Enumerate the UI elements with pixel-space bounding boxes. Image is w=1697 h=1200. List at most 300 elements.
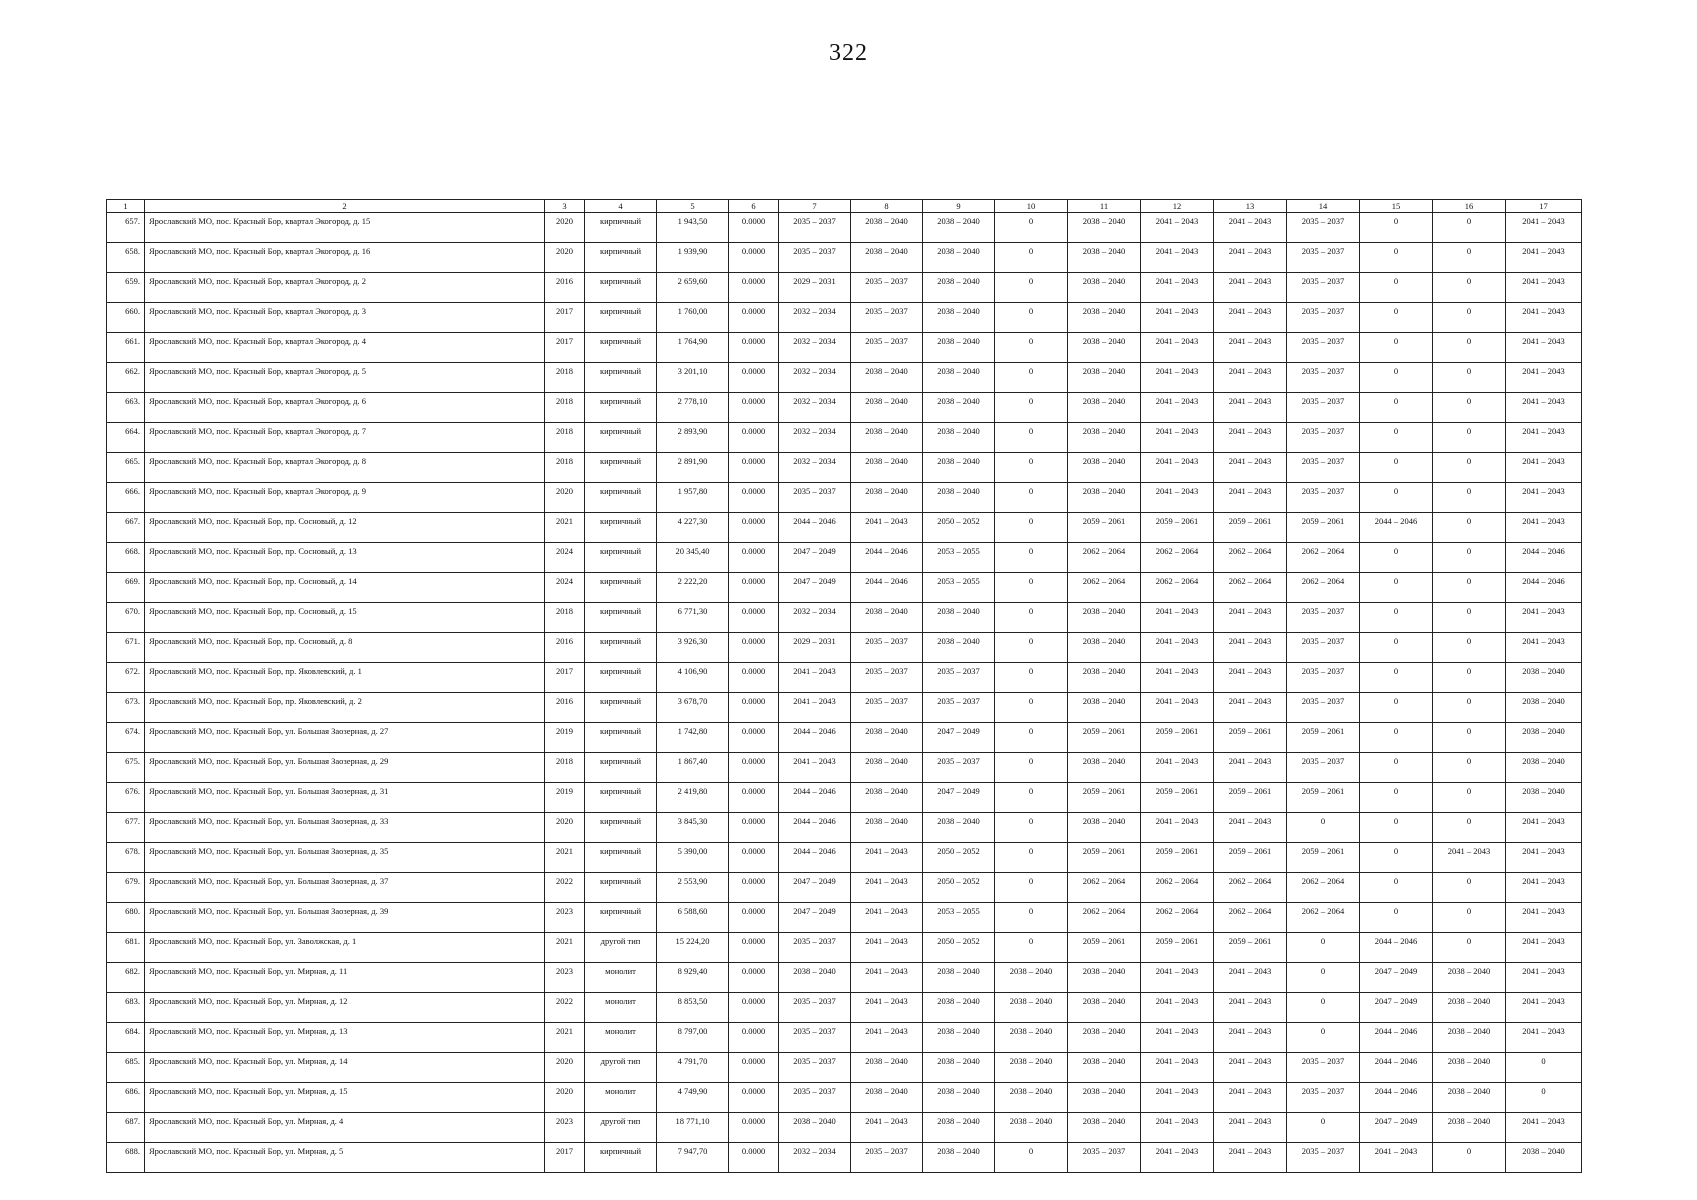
- address-cell: Ярославский МО, пос. Красный Бор, квартал Экогород, д. 7: [145, 423, 545, 453]
- table-row: [107, 573, 1582, 603]
- table-cell: 0: [1433, 453, 1506, 483]
- table-cell: 0: [1433, 873, 1506, 903]
- table-cell: 2041 – 2043: [851, 1113, 923, 1143]
- table-row: [107, 303, 1582, 333]
- table-cell: 2 222,20: [657, 573, 729, 603]
- table-cell: 0.0000: [729, 1023, 779, 1053]
- table-cell: 2059 – 2061: [1068, 723, 1141, 753]
- table-cell: 2035 – 2037: [1287, 1053, 1360, 1083]
- address-cell: Ярославский МО, пос. Красный Бор, ул. Большая Заозерная, д. 37: [145, 873, 545, 903]
- row-number-cell: 686.: [107, 1083, 145, 1113]
- table-cell: 2059 – 2061: [1068, 933, 1141, 963]
- table-cell: 0: [995, 363, 1068, 393]
- table-cell: 2059 – 2061: [1214, 723, 1287, 753]
- table-cell: 2041 – 2043: [851, 873, 923, 903]
- table-cell: 2050 – 2052: [923, 513, 995, 543]
- table-cell: 2062 – 2064: [1068, 903, 1141, 933]
- table-cell: 2038 – 2040: [779, 1113, 851, 1143]
- table-cell: 2041 – 2043: [1506, 303, 1582, 333]
- address-cell: Ярославский МО, пос. Красный Бор, ул. Мирная, д. 14: [145, 1053, 545, 1083]
- table-header: [107, 200, 1582, 213]
- column-header-4: 4: [585, 200, 657, 213]
- table-cell: 2044 – 2046: [1506, 573, 1582, 603]
- table-cell: кирпичный: [585, 393, 657, 423]
- table-cell: 2035 – 2037: [1287, 603, 1360, 633]
- table-cell: 2059 – 2061: [1141, 723, 1214, 753]
- table-cell: монолит: [585, 1083, 657, 1113]
- table-cell: 2044 – 2046: [1360, 1023, 1433, 1053]
- table-cell: 2038 – 2040: [1506, 753, 1582, 783]
- table-cell: 0: [1433, 693, 1506, 723]
- table-cell: 2035 – 2037: [1287, 213, 1360, 243]
- table-cell: 2047 – 2049: [1360, 993, 1433, 1023]
- table-cell: 2041 – 2043: [1214, 663, 1287, 693]
- table-cell: 2038 – 2040: [995, 1023, 1068, 1053]
- table-cell: 2038 – 2040: [923, 813, 995, 843]
- table-cell: 1 957,80: [657, 483, 729, 513]
- table-cell: 0: [1360, 483, 1433, 513]
- table-cell: кирпичный: [585, 693, 657, 723]
- table-cell: 0.0000: [729, 1083, 779, 1113]
- table-cell: 2038 – 2040: [1068, 663, 1141, 693]
- table-cell: 0: [995, 453, 1068, 483]
- table-cell: 2062 – 2064: [1214, 903, 1287, 933]
- table-cell: 2035 – 2037: [923, 753, 995, 783]
- table-cell: 0: [1433, 423, 1506, 453]
- table-cell: 2 891,90: [657, 453, 729, 483]
- table-cell: 0: [995, 813, 1068, 843]
- table-cell: 0.0000: [729, 423, 779, 453]
- table-cell: 2038 – 2040: [995, 1053, 1068, 1083]
- table-cell: 2038 – 2040: [1068, 1053, 1141, 1083]
- table-cell: 2017: [545, 303, 585, 333]
- table-cell: 2032 – 2034: [779, 363, 851, 393]
- table-cell: 2047 – 2049: [1360, 963, 1433, 993]
- table-cell: 2041 – 2043: [779, 693, 851, 723]
- table-cell: 8 929,40: [657, 963, 729, 993]
- address-cell: Ярославский МО, пос. Красный Бор, ул. Большая Заозерная, д. 29: [145, 753, 545, 783]
- table-cell: 2041 – 2043: [851, 993, 923, 1023]
- table-cell: 2041 – 2043: [1506, 993, 1582, 1023]
- table-cell: 2041 – 2043: [1214, 1083, 1287, 1113]
- table-cell: 2062 – 2064: [1068, 543, 1141, 573]
- table-cell: 18 771,10: [657, 1113, 729, 1143]
- table-cell: 2038 – 2040: [1068, 273, 1141, 303]
- table-cell: кирпичный: [585, 813, 657, 843]
- table-cell: 2035 – 2037: [851, 303, 923, 333]
- table-cell: 6 771,30: [657, 603, 729, 633]
- address-cell: Ярославский МО, пос. Красный Бор, ул. Большая Заозерная, д. 27: [145, 723, 545, 753]
- table-cell: 2041 – 2043: [1214, 273, 1287, 303]
- table-cell: 2035 – 2037: [1287, 1143, 1360, 1173]
- table-cell: 2041 – 2043: [1141, 693, 1214, 723]
- row-number-cell: 666.: [107, 483, 145, 513]
- table-cell: 4 227,30: [657, 513, 729, 543]
- table-cell: 1 760,00: [657, 303, 729, 333]
- table-cell: 2047 – 2049: [923, 723, 995, 753]
- table-cell: 2041 – 2043: [1141, 453, 1214, 483]
- address-cell: Ярославский МО, пос. Красный Бор, ул. Мирная, д. 12: [145, 993, 545, 1023]
- table-cell: 0: [1360, 903, 1433, 933]
- address-cell: Ярославский МО, пос. Красный Бор, пр. Сосновый, д. 15: [145, 603, 545, 633]
- table-cell: 2038 – 2040: [923, 393, 995, 423]
- table-cell: 1 867,40: [657, 753, 729, 783]
- table-cell: 2044 – 2046: [851, 543, 923, 573]
- table-cell: 2041 – 2043: [779, 753, 851, 783]
- table-cell: 2029 – 2031: [779, 633, 851, 663]
- table-cell: 0: [1433, 363, 1506, 393]
- table-cell: кирпичный: [585, 213, 657, 243]
- table-cell: монолит: [585, 963, 657, 993]
- table-cell: 2041 – 2043: [1141, 1113, 1214, 1143]
- column-header-9: 9: [923, 200, 995, 213]
- table-cell: кирпичный: [585, 873, 657, 903]
- table-cell: 0: [995, 783, 1068, 813]
- table-cell: 2021: [545, 843, 585, 873]
- row-number-cell: 681.: [107, 933, 145, 963]
- table-cell: 2038 – 2040: [1433, 993, 1506, 1023]
- table-cell: 1 764,90: [657, 333, 729, 363]
- table-cell: 0: [1360, 363, 1433, 393]
- table-cell: 0: [1506, 1053, 1582, 1083]
- table-cell: 2041 – 2043: [851, 513, 923, 543]
- row-number-cell: 669.: [107, 573, 145, 603]
- table-cell: 2038 – 2040: [923, 1023, 995, 1053]
- table-cell: 2021: [545, 1023, 585, 1053]
- table-cell: 2041 – 2043: [851, 963, 923, 993]
- address-cell: Ярославский МО, пос. Красный Бор, ул. Мирная, д. 4: [145, 1113, 545, 1143]
- table-cell: 2035 – 2037: [1287, 453, 1360, 483]
- row-number-cell: 684.: [107, 1023, 145, 1053]
- table-row: [107, 543, 1582, 573]
- table-cell: 2038 – 2040: [1068, 993, 1141, 1023]
- table-cell: 2038 – 2040: [1068, 1023, 1141, 1053]
- table-row: [107, 693, 1582, 723]
- table-row: [107, 333, 1582, 363]
- address-cell: Ярославский МО, пос. Красный Бор, ул. Большая Заозерная, д. 31: [145, 783, 545, 813]
- table-cell: 0: [1360, 543, 1433, 573]
- table-cell: 0: [1360, 813, 1433, 843]
- table-cell: 0: [1360, 723, 1433, 753]
- table-cell: 3 926,30: [657, 633, 729, 663]
- table-cell: 2038 – 2040: [923, 993, 995, 1023]
- table-cell: монолит: [585, 993, 657, 1023]
- table-cell: 2038 – 2040: [923, 453, 995, 483]
- table-cell: 2038 – 2040: [1068, 693, 1141, 723]
- table-cell: 2044 – 2046: [1360, 1053, 1433, 1083]
- row-number-cell: 668.: [107, 543, 145, 573]
- table-cell: 0.0000: [729, 543, 779, 573]
- table-cell: 4 791,70: [657, 1053, 729, 1083]
- table-cell: 2041 – 2043: [1214, 963, 1287, 993]
- table-cell: 0: [1360, 693, 1433, 723]
- table-cell: 2041 – 2043: [1360, 1143, 1433, 1173]
- table-cell: 2041 – 2043: [1214, 993, 1287, 1023]
- address-cell: Ярославский МО, пос. Красный Бор, квартал Экогород, д. 4: [145, 333, 545, 363]
- table-cell: 2053 – 2055: [923, 903, 995, 933]
- table-cell: 2041 – 2043: [1506, 453, 1582, 483]
- table-cell: 2017: [545, 663, 585, 693]
- table-cell: 0: [1360, 423, 1433, 453]
- table-cell: 2041 – 2043: [851, 933, 923, 963]
- table-cell: 0.0000: [729, 843, 779, 873]
- table-cell: монолит: [585, 1023, 657, 1053]
- table-cell: 2050 – 2052: [923, 843, 995, 873]
- table-cell: 0: [995, 633, 1068, 663]
- table-cell: 2018: [545, 603, 585, 633]
- table-cell: 2035 – 2037: [779, 933, 851, 963]
- table-cell: 2062 – 2064: [1287, 543, 1360, 573]
- table-cell: 2018: [545, 393, 585, 423]
- table-cell: 2032 – 2034: [779, 333, 851, 363]
- table-cell: 2038 – 2040: [1068, 1113, 1141, 1143]
- table-cell: 2041 – 2043: [851, 903, 923, 933]
- table-cell: кирпичный: [585, 723, 657, 753]
- table-cell: 2019: [545, 783, 585, 813]
- table-cell: кирпичный: [585, 783, 657, 813]
- table-cell: 0: [1360, 843, 1433, 873]
- table-cell: 2035 – 2037: [1287, 333, 1360, 363]
- table-cell: 2035 – 2037: [851, 333, 923, 363]
- table-cell: 2041 – 2043: [1506, 513, 1582, 543]
- table-cell: 2044 – 2046: [851, 573, 923, 603]
- table-row: [107, 1143, 1582, 1173]
- table-cell: 2019: [545, 723, 585, 753]
- table-cell: 2041 – 2043: [1141, 1053, 1214, 1083]
- address-cell: Ярославский МО, пос. Красный Бор, пр. Сосновый, д. 14: [145, 573, 545, 603]
- table-cell: 2041 – 2043: [1214, 483, 1287, 513]
- table-row: [107, 483, 1582, 513]
- table-cell: 2029 – 2031: [779, 273, 851, 303]
- address-cell: Ярославский МО, пос. Красный Бор, ул. Мирная, д. 11: [145, 963, 545, 993]
- table-cell: 2038 – 2040: [923, 633, 995, 663]
- table-cell: 0: [1433, 933, 1506, 963]
- table-cell: 2041 – 2043: [1506, 393, 1582, 423]
- table-cell: 2038 – 2040: [851, 243, 923, 273]
- table-cell: 2038 – 2040: [1506, 723, 1582, 753]
- table-cell: 2035 – 2037: [923, 693, 995, 723]
- table-cell: 0: [1287, 933, 1360, 963]
- table-cell: 2020: [545, 213, 585, 243]
- table-cell: 2041 – 2043: [1141, 1143, 1214, 1173]
- row-number-cell: 664.: [107, 423, 145, 453]
- table-cell: кирпичный: [585, 273, 657, 303]
- table-cell: 2023: [545, 963, 585, 993]
- table-cell: 0: [1433, 543, 1506, 573]
- table-cell: 2038 – 2040: [779, 963, 851, 993]
- table-cell: 2041 – 2043: [1214, 1053, 1287, 1083]
- row-number-cell: 671.: [107, 633, 145, 663]
- table-cell: 2041 – 2043: [1214, 363, 1287, 393]
- row-number-cell: 688.: [107, 1143, 145, 1173]
- table-cell: 2059 – 2061: [1214, 843, 1287, 873]
- table-cell: 0: [995, 483, 1068, 513]
- table-cell: 0.0000: [729, 933, 779, 963]
- row-number-cell: 683.: [107, 993, 145, 1023]
- table-cell: 2038 – 2040: [1506, 1143, 1582, 1173]
- row-number-cell: 662.: [107, 363, 145, 393]
- table-row: [107, 843, 1582, 873]
- table-cell: 2062 – 2064: [1214, 573, 1287, 603]
- table-cell: 2044 – 2046: [779, 843, 851, 873]
- table-cell: 2035 – 2037: [851, 1143, 923, 1173]
- table-cell: 0.0000: [729, 603, 779, 633]
- table-cell: 2035 – 2037: [779, 1023, 851, 1053]
- table-cell: 2053 – 2055: [923, 573, 995, 603]
- row-number-cell: 657.: [107, 213, 145, 243]
- table-cell: 2038 – 2040: [851, 1083, 923, 1113]
- table-cell: 2035 – 2037: [851, 273, 923, 303]
- table-cell: 2035 – 2037: [923, 663, 995, 693]
- table-cell: 2062 – 2064: [1141, 903, 1214, 933]
- address-cell: Ярославский МО, пос. Красный Бор, пр. Яковлевский, д. 2: [145, 693, 545, 723]
- table-cell: 2038 – 2040: [851, 723, 923, 753]
- table-cell: 2041 – 2043: [1141, 333, 1214, 363]
- table-cell: 2020: [545, 243, 585, 273]
- address-cell: Ярославский МО, пос. Красный Бор, ул. Большая Заозерная, д. 33: [145, 813, 545, 843]
- row-number-cell: 663.: [107, 393, 145, 423]
- table-row: [107, 513, 1582, 543]
- table-cell: 2041 – 2043: [1141, 243, 1214, 273]
- column-header-7: 7: [779, 200, 851, 213]
- table-row: [107, 873, 1582, 903]
- table-cell: 2062 – 2064: [1068, 573, 1141, 603]
- table-cell: 2041 – 2043: [1506, 813, 1582, 843]
- table-cell: 4 749,90: [657, 1083, 729, 1113]
- table-cell: кирпичный: [585, 543, 657, 573]
- table-cell: 2062 – 2064: [1141, 543, 1214, 573]
- table-cell: 2020: [545, 1083, 585, 1113]
- table-cell: 2041 – 2043: [1141, 423, 1214, 453]
- table-cell: 2032 – 2034: [779, 1143, 851, 1173]
- table-cell: 2059 – 2061: [1214, 513, 1287, 543]
- table-cell: 0.0000: [729, 783, 779, 813]
- table-cell: 0: [995, 603, 1068, 633]
- address-cell: Ярославский МО, пос. Красный Бор, квартал Экогород, д. 2: [145, 273, 545, 303]
- table-cell: 2038 – 2040: [1068, 753, 1141, 783]
- table-cell: 0: [995, 273, 1068, 303]
- address-cell: Ярославский МО, пос. Красный Бор, пр. Яковлевский, д. 1: [145, 663, 545, 693]
- table-cell: 2038 – 2040: [923, 1053, 995, 1083]
- address-cell: Ярославский МО, пос. Красный Бор, квартал Экогород, д. 15: [145, 213, 545, 243]
- table-cell: 2035 – 2037: [1287, 243, 1360, 273]
- table-cell: 2017: [545, 1143, 585, 1173]
- table-cell: 2050 – 2052: [923, 873, 995, 903]
- table-cell: 0: [1433, 393, 1506, 423]
- table-cell: 2038 – 2040: [923, 303, 995, 333]
- table-row: [107, 363, 1582, 393]
- address-cell: Ярославский МО, пос. Красный Бор, квартал Экогород, д. 16: [145, 243, 545, 273]
- table-row: [107, 423, 1582, 453]
- table-cell: 2050 – 2052: [923, 933, 995, 963]
- table-row: [107, 273, 1582, 303]
- table-cell: 2041 – 2043: [1214, 393, 1287, 423]
- table-cell: кирпичный: [585, 513, 657, 543]
- table-row: [107, 753, 1582, 783]
- table-cell: 2035 – 2037: [1287, 423, 1360, 453]
- table-cell: 0: [1433, 273, 1506, 303]
- table-cell: 0.0000: [729, 363, 779, 393]
- table-cell: 0.0000: [729, 573, 779, 603]
- table-cell: 2035 – 2037: [1287, 483, 1360, 513]
- table-cell: 2024: [545, 573, 585, 603]
- row-number-cell: 676.: [107, 783, 145, 813]
- table-cell: другой тип: [585, 933, 657, 963]
- table-cell: 0: [1360, 333, 1433, 363]
- table-cell: 0: [1433, 1143, 1506, 1173]
- table-cell: 2041 – 2043: [1141, 303, 1214, 333]
- table-cell: 2062 – 2064: [1141, 873, 1214, 903]
- address-cell: Ярославский МО, пос. Красный Бор, ул. Мирная, д. 15: [145, 1083, 545, 1113]
- table-cell: 2038 – 2040: [923, 423, 995, 453]
- table-cell: 0: [1287, 963, 1360, 993]
- table-cell: 2059 – 2061: [1068, 513, 1141, 543]
- column-header-14: 14: [1287, 200, 1360, 213]
- table-cell: 2038 – 2040: [1068, 303, 1141, 333]
- table-cell: 2059 – 2061: [1214, 783, 1287, 813]
- table-cell: 2041 – 2043: [1214, 243, 1287, 273]
- table-cell: 2035 – 2037: [1287, 753, 1360, 783]
- table-cell: 2041 – 2043: [1141, 633, 1214, 663]
- table-cell: 7 947,70: [657, 1143, 729, 1173]
- table-cell: 2035 – 2037: [1287, 663, 1360, 693]
- table-cell: 2041 – 2043: [1214, 633, 1287, 663]
- row-number-cell: 673.: [107, 693, 145, 723]
- column-header-17: 17: [1506, 200, 1582, 213]
- column-header-3: 3: [545, 200, 585, 213]
- table-cell: 2041 – 2043: [1214, 423, 1287, 453]
- table-cell: 2044 – 2046: [1360, 1083, 1433, 1113]
- table-cell: 2035 – 2037: [1287, 633, 1360, 663]
- table-cell: 2053 – 2055: [923, 543, 995, 573]
- table-row: [107, 633, 1582, 663]
- table-cell: 2020: [545, 813, 585, 843]
- table-cell: 2035 – 2037: [779, 483, 851, 513]
- row-number-cell: 675.: [107, 753, 145, 783]
- table-cell: 2041 – 2043: [1506, 603, 1582, 633]
- table-cell: 8 797,00: [657, 1023, 729, 1053]
- row-number-cell: 667.: [107, 513, 145, 543]
- table-cell: 2035 – 2037: [851, 633, 923, 663]
- table-cell: 0: [1433, 633, 1506, 663]
- table-cell: 2041 – 2043: [1214, 813, 1287, 843]
- table-row: [107, 903, 1582, 933]
- table-cell: 2062 – 2064: [1287, 873, 1360, 903]
- table-cell: 0: [1433, 243, 1506, 273]
- table-cell: 2032 – 2034: [779, 303, 851, 333]
- address-cell: Ярославский МО, пос. Красный Бор, квартал Экогород, д. 6: [145, 393, 545, 423]
- address-cell: Ярославский МО, пос. Красный Бор, ул. Мирная, д. 13: [145, 1023, 545, 1053]
- address-cell: Ярославский МО, пос. Красный Бор, ул. Большая Заозерная, д. 39: [145, 903, 545, 933]
- table-cell: кирпичный: [585, 363, 657, 393]
- table-cell: 0: [995, 333, 1068, 363]
- table-cell: 2062 – 2064: [1214, 543, 1287, 573]
- table-cell: 2041 – 2043: [1214, 753, 1287, 783]
- table-cell: 2035 – 2037: [779, 993, 851, 1023]
- table-cell: 2038 – 2040: [1068, 633, 1141, 663]
- table-cell: 2035 – 2037: [779, 213, 851, 243]
- table-cell: кирпичный: [585, 753, 657, 783]
- table-cell: 0: [995, 903, 1068, 933]
- address-cell: Ярославский МО, пос. Красный Бор, квартал Экогород, д. 9: [145, 483, 545, 513]
- table-cell: 2021: [545, 933, 585, 963]
- table-cell: 2017: [545, 333, 585, 363]
- table-cell: 2035 – 2037: [779, 1053, 851, 1083]
- table-cell: 0: [995, 843, 1068, 873]
- table-cell: 2018: [545, 453, 585, 483]
- table-cell: 2047 – 2049: [779, 873, 851, 903]
- table-cell: 0.0000: [729, 393, 779, 423]
